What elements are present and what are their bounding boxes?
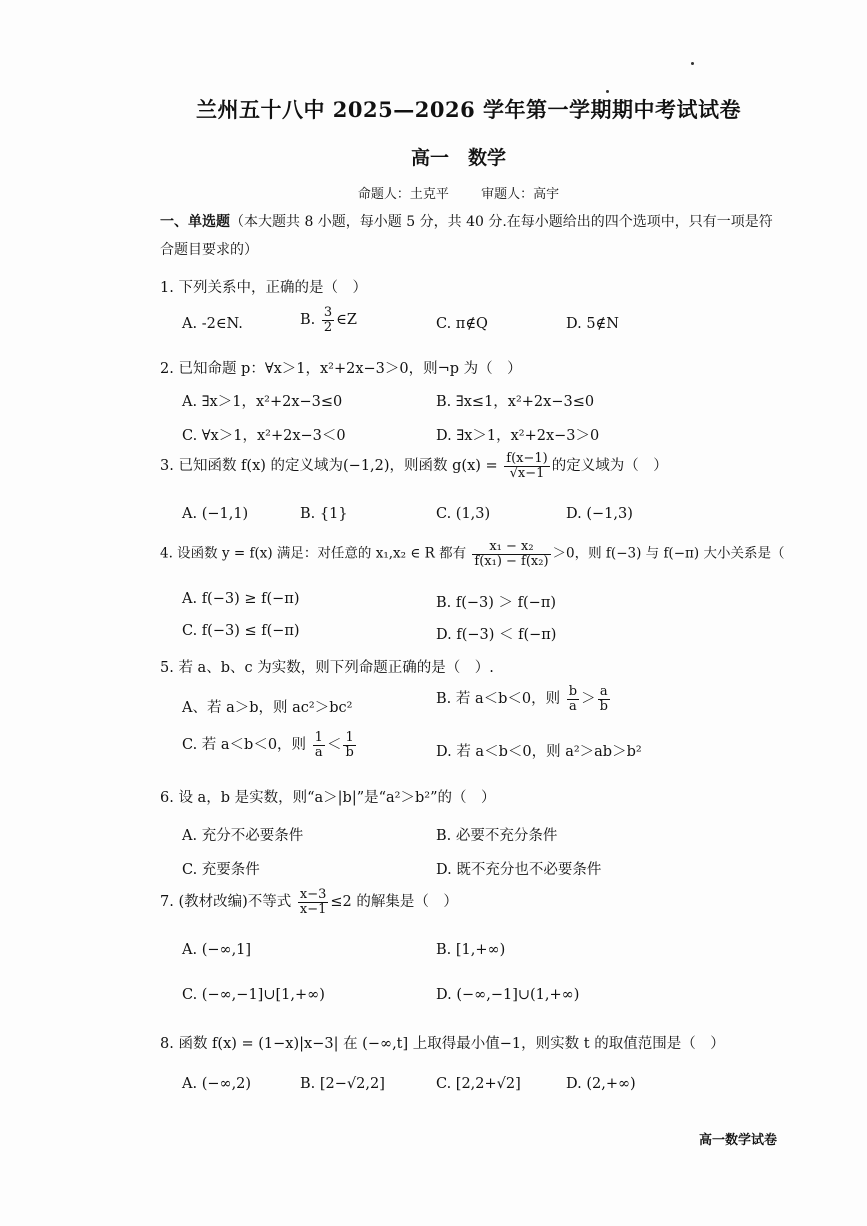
q8-option-c: C. [2,2+√2] bbox=[436, 1076, 521, 1092]
q8-option-d: D. (2,+∞) bbox=[566, 1076, 636, 1092]
exam-subtitle: 高一 数学 bbox=[410, 147, 506, 169]
fraction: $\frac{x-3}{x-1}$ bbox=[299, 887, 327, 917]
q7-option-c: C. (−∞,−1]∪[1,+∞) bbox=[182, 987, 325, 1003]
q6-option-d: D. 既不充分也不必要条件 bbox=[436, 862, 602, 878]
exam-title: 兰州五十八中 2025—2026 学年第一学期期中考试试卷 bbox=[195, 97, 741, 122]
question-3: 3. 已知函数 f(x) 的定义域为(−1,2)，则函数 g(x) = $\frac{f(x-1)}{√x-1}$ 的定义域为（ ） bbox=[160, 451, 668, 481]
scan-speck bbox=[691, 62, 694, 65]
q3-option-d: D. (−1,3) bbox=[566, 506, 633, 522]
fraction: $\frac{a}{b}$ bbox=[599, 684, 608, 714]
scan-speck bbox=[606, 90, 609, 93]
q6-option-b: B. 必要不充分条件 bbox=[436, 828, 558, 844]
fraction: $\frac{f(x-1)}{√x-1}$ bbox=[506, 451, 548, 481]
q5-option-d: D. 若 a＜b＜0，则 a²＞ab＞b² bbox=[436, 744, 642, 760]
authors-line bbox=[0, 183, 867, 202]
fraction: $\frac{1}{a}$ bbox=[314, 730, 323, 760]
q4-option-a: A. f(−3) ≥ f(−π) bbox=[182, 591, 300, 607]
q1-option-b: B. $\frac{3}{2}$ ∈Z bbox=[300, 305, 357, 335]
question-8: 8. 函数 f(x) = (1−x)|x−3| 在 (−∞,t] 上取得最小值−1，则实数 t 的取值范围是（ ） bbox=[160, 1036, 725, 1052]
q5-option-a: A、若 a＞b，则 ac²＞bc² bbox=[182, 700, 353, 716]
q2-option-d: D. ∃x＞1，x²+2x−3＞0 bbox=[436, 428, 600, 444]
q7-option-a: A. (−∞,1] bbox=[182, 942, 252, 958]
q5-option-c: C. 若 a＜b＜0，则 $\frac{1}{a}$ ＜ $\frac{1}{b}$ bbox=[182, 730, 354, 760]
q1-option-a: A. -2∈N. bbox=[182, 316, 243, 332]
q7-option-b: B. [1,+∞) bbox=[436, 942, 506, 958]
q4-option-d: D. f(−3) ＜ f(−π) bbox=[436, 627, 557, 643]
q2-option-a: A. ∃x＞1，x²+2x−3≤0 bbox=[182, 394, 343, 410]
fraction: $\frac{\text{x₁ − x₂}}{\text{f(x₁) − f(x₂)}}$ bbox=[474, 539, 549, 569]
fraction: $\frac{3}{2}$ bbox=[323, 305, 333, 335]
section-instruction: （本大题共 8 小题，每小题 5 分，共 40 分.在每小题给出的四个选项中，只有一项是符合题目要求的） bbox=[160, 214, 773, 258]
section-heading bbox=[160, 208, 780, 264]
q5-option-b: B. 若 a＜b＜0，则 $\frac{b}{a}$ ＞ $\frac{a}{b}$ bbox=[436, 684, 608, 714]
q2-option-b: B. ∃x≤1，x²+2x−3≤0 bbox=[436, 394, 595, 410]
setter: 命题人：土克平 bbox=[357, 187, 449, 202]
fraction: $\frac{1}{b}$ bbox=[345, 730, 354, 760]
fraction: $\frac{b}{a}$ bbox=[568, 684, 578, 714]
page-footer: 高一数学试卷 bbox=[698, 1133, 777, 1148]
q3-option-a: A. (−1,1) bbox=[182, 506, 249, 522]
q8-option-b: B. [2−√2,2] bbox=[300, 1076, 385, 1092]
q4-option-c: C. f(−3) ≤ f(−π) bbox=[182, 623, 300, 639]
question-2: 2. 已知命题 p：∀x＞1，x²+2x−3＞0，则¬p 为（ ） bbox=[160, 361, 522, 377]
question-7: 7. (教材改编)不等式 $\frac{x-3}{x-1}$ ≤2 的解集是（ ） bbox=[160, 887, 458, 917]
q4-option-b: B. f(−3) ＞ f(−π) bbox=[436, 595, 557, 611]
reviewer: 审题人：高宇 bbox=[481, 187, 560, 202]
q3-option-c: C. (1,3) bbox=[436, 506, 491, 522]
q1-option-d: D. 5∉N bbox=[566, 316, 619, 332]
question-5: 5. 若 a、b、c 为实数，则下列命题正确的是（ ）. bbox=[160, 660, 494, 676]
question-6: 6. 设 a，b 是实数，则“a＞|b|”是“a²＞b²”的（ ） bbox=[160, 790, 496, 806]
question-1: 1. 下列关系中，正确的是（ ） bbox=[160, 280, 367, 296]
section-title: 一、单选题 bbox=[160, 214, 230, 230]
q8-option-a: A. (−∞,2) bbox=[182, 1076, 252, 1092]
q6-option-a: A. 充分不必要条件 bbox=[182, 828, 304, 844]
q6-option-c: C. 充要条件 bbox=[182, 862, 260, 878]
q1-option-c: C. π∉Q bbox=[436, 316, 488, 332]
q7-option-d: D. (−∞,−1]∪(1,+∞) bbox=[436, 987, 580, 1003]
q2-option-c: C. ∀x＞1，x²+2x−3＜0 bbox=[182, 428, 346, 444]
question-4: 4. 设函数 y = f(x) 满足：对任意的 x₁,x₂ ∈ R 都有 $\frac{\text{x₁ − x₂}}{\text{f(x₁) − f(x₂)}}$ ＞0，则 f(−3) 与 f(−π) 大小关系是（ bbox=[160, 539, 785, 569]
q3-option-b: B. {1} bbox=[300, 506, 348, 522]
